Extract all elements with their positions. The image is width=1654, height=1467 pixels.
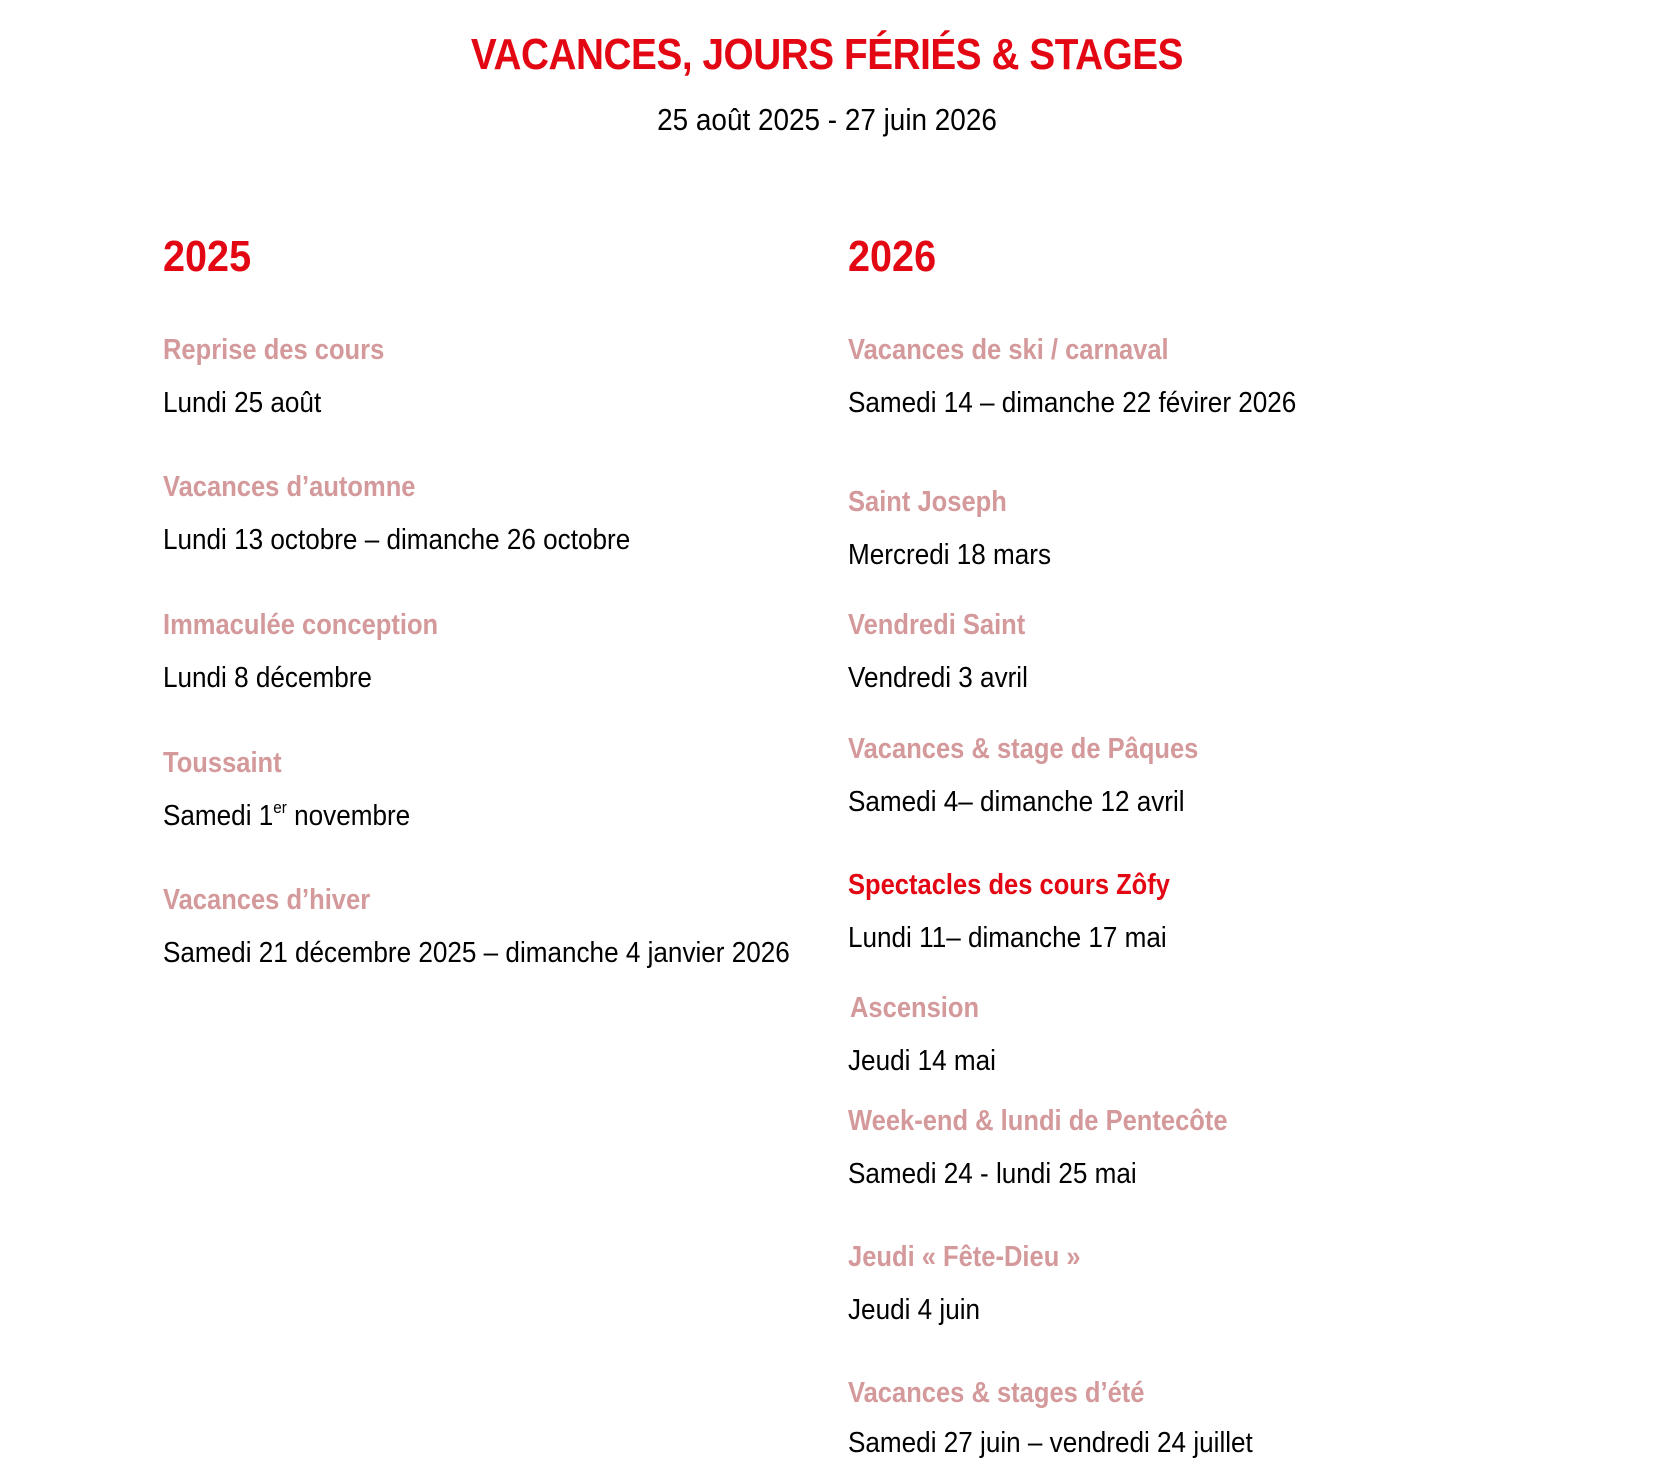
entry-date-suffix: novembre: [286, 800, 411, 832]
entry-heading: Immaculée conception: [163, 609, 439, 641]
entry-heading: Ascension: [850, 992, 980, 1024]
year-heading-2025: 2025: [163, 232, 252, 281]
entry-heading: Vendredi Saint: [848, 609, 1026, 641]
entry-date: Samedi 4– dimanche 12 avril: [848, 786, 1185, 818]
ordinal-suffix: er: [273, 798, 287, 817]
entry-date: Samedi 14 – dimanche 22 févirer 2026: [848, 387, 1297, 419]
year-heading-2026: 2026: [848, 232, 937, 281]
entry-heading: Vacances & stages d’été: [848, 1377, 1145, 1409]
entry-date: Samedi 24 - lundi 25 mai: [848, 1158, 1137, 1190]
entry-heading: Vacances de ski / carnaval: [848, 334, 1169, 366]
entry-date: Jeudi 4 juin: [848, 1294, 981, 1326]
entry-date: Lundi 13 octobre – dimanche 26 octobre: [163, 524, 631, 556]
entry-date: Mercredi 18 mars: [848, 539, 1052, 571]
entry-heading: Week-end & lundi de Pentecôte: [848, 1105, 1228, 1137]
entry-heading: Reprise des cours: [163, 334, 385, 366]
entry-date: Samedi 27 juin – vendredi 24 juillet: [848, 1427, 1253, 1459]
document-subtitle: 25 août 2025 - 27 juin 2026: [657, 102, 997, 137]
entry-heading: Saint Joseph: [848, 486, 1007, 518]
entry-date: Lundi 8 décembre: [163, 662, 372, 694]
entry-date: Vendredi 3 avril: [848, 662, 1028, 694]
entry-heading: Vacances d’hiver: [163, 884, 371, 916]
entry-heading: Vacances d’automne: [163, 471, 416, 503]
entry-date: Lundi 11– dimanche 17 mai: [848, 922, 1167, 954]
entry-date-prefix: Samedi 1: [163, 800, 274, 832]
entry-heading: Toussaint: [163, 747, 282, 779]
document-title: VACANCES, JOURS FÉRIÉS & STAGES: [470, 30, 1184, 79]
entry-date: Jeudi 14 mai: [848, 1045, 996, 1077]
entry-date: Samedi 21 décembre 2025 – dimanche 4 janvier 2026: [163, 937, 790, 969]
entry-heading: Vacances & stage de Pâques: [848, 733, 1199, 765]
entry-heading: Jeudi « Fête-Dieu »: [848, 1241, 1081, 1273]
entry-date: Lundi 25 août: [163, 387, 322, 419]
entry-date: [163, 800, 410, 833]
entry-heading-highlight: Spectacles des cours Zôfy: [848, 869, 1170, 901]
